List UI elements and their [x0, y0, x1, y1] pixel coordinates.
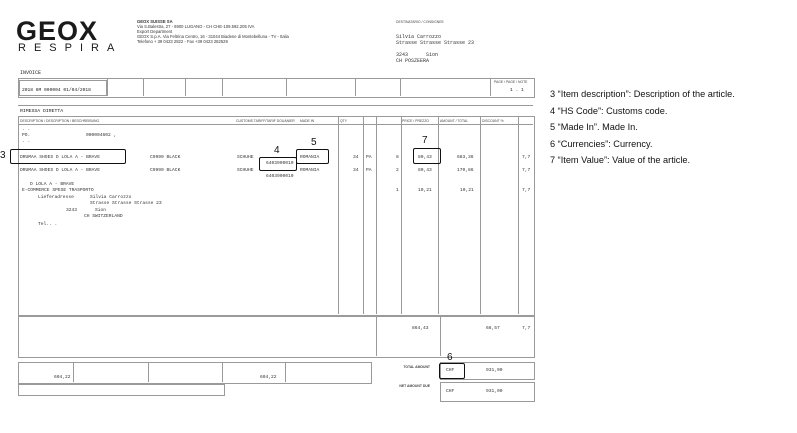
company-department: Export Department: [137, 29, 173, 34]
total-due: 931,00: [486, 389, 503, 394]
legend-item-4: 4 “HS Code”: Customs code.: [550, 106, 668, 116]
col-customs-header: CUSTOMS TARIFF/TARIF DOUANIER: [236, 119, 295, 123]
notes-box: [18, 316, 535, 358]
item-2-size: 34: [353, 168, 359, 173]
doc-number-date: 2018 6M 000004 01/04/2018: [22, 88, 91, 93]
legend-item-5: 5 “Made In”. Made In.: [550, 122, 638, 132]
item-2-description: DRUMAA SHOES D LOLA A - BRAVE: [20, 168, 100, 173]
currency-1: CHF: [446, 368, 455, 373]
item-2-unit: PA: [366, 168, 372, 173]
company-block: [137, 19, 377, 44]
item-1-unit-price: 80,43: [418, 155, 432, 160]
geox-logo: GEOX: [16, 16, 99, 46]
col-description-header: DESCRIPTION / DESCRIPTION / BESCHREIBUNG: [20, 119, 100, 123]
callout-number-7: 7: [422, 135, 428, 146]
delivery-name: Silvia Carrozzo: [90, 195, 132, 200]
company-address2: GEOX S.p.A. Via Feltrina Centro, 16 - 31044 Biadene di Montebelluna - TV - Italia: [137, 34, 289, 39]
callout-box-7: [413, 148, 441, 164]
vat-rate: 7,7: [522, 326, 531, 331]
callout-number-4: 4: [274, 145, 280, 156]
parcels-box: [18, 384, 225, 396]
po-number: 000004602 ,: [86, 133, 117, 138]
net-value: 604,22: [260, 375, 277, 380]
recipient-header: DESTINATARIO / CONSIGNEE: [396, 20, 444, 24]
po-label: PO.: [22, 133, 31, 138]
delivery-zip: 3243: [66, 208, 78, 213]
item-2-made-in: ROMANIA: [300, 168, 320, 173]
item-1-vat: 7,7: [522, 155, 531, 160]
callout-number-5: 5: [311, 137, 317, 148]
recipient-zip: 3243: [396, 52, 409, 58]
extra-line-1: D LOLA A - BRAVE: [30, 182, 75, 187]
callout-box-6: [439, 363, 465, 379]
legend-item-6: 6 “Currencies”: Currency.: [550, 139, 653, 149]
item-1-amount: 683,36: [457, 155, 474, 160]
col-madein-header: MADE IN: [300, 119, 315, 123]
item-1-description: DRUMAA SHOES D LOLA A - BRAVE: [20, 155, 100, 160]
taxable-amount: 864,43: [412, 326, 429, 331]
net-amount-label: NET AMOUNT DUE: [399, 384, 430, 388]
delivery-city: Sion: [95, 208, 107, 213]
item-2-unit-price: 80,43: [418, 168, 432, 173]
currency-2: CHF: [446, 389, 455, 394]
company-address: Via S.Balestra, 27 - 6900 LUGANO - CH CHE-109.592.205 IVA: [137, 24, 255, 29]
page-number: 1 . 1: [510, 88, 524, 93]
recipient-block: [396, 34, 474, 64]
item-2-qty: 2: [396, 168, 399, 173]
delivery-country: CH SWITZERLAND: [84, 214, 123, 219]
recipient-country: CH POSZEERA: [396, 58, 430, 64]
extra-vat: 7,7: [522, 188, 531, 193]
item-1-qty: 8: [396, 155, 399, 160]
item-2-amount: 170,86: [457, 168, 474, 173]
gross-value: 604,22: [54, 375, 71, 380]
item-2-vat: 7,7: [522, 168, 531, 173]
page-label: PAGE / PAGE / NOTE: [494, 80, 528, 84]
legend-item-7: 7 “Item Value”: Value of the article.: [550, 155, 691, 165]
company-phone: Telefono + 39 0423 2822 - Fax +39 0423 282529: [137, 39, 228, 44]
respira-logo-text: RESPIRA: [18, 42, 123, 54]
item-2-color: C9999 BLACK: [150, 168, 181, 173]
recipient-city: Sion: [426, 52, 439, 58]
item-2-hs-code: 6403990010: [266, 174, 294, 179]
item-1-size: 34: [353, 155, 359, 160]
vat-amount: 66,57: [486, 326, 500, 331]
item-1-hs-code: 6403990010: [266, 161, 294, 166]
recipient-name: Silvia Carrozzo: [396, 34, 442, 40]
extra-amount: 10,21: [460, 188, 474, 193]
callout-box-5: [296, 149, 329, 164]
total-amount: 931,00: [486, 368, 503, 373]
delivery-street: Strasse Strasse Strasse 23: [90, 201, 162, 206]
extra-line-2: E-COMMERCE SPESE TRASPORTO: [22, 188, 94, 193]
extra-qty: 1: [396, 188, 399, 193]
recipient-street: Strasse Strasse Strasse 23: [396, 40, 475, 46]
col-discount-header: DISCOUNT %: [482, 119, 504, 123]
total-amount-label: TOTAL AMOUNT: [403, 365, 430, 369]
weights-box: [18, 362, 372, 384]
col-amount-header: AMOUNT / TOTAL: [440, 119, 469, 123]
payment-terms: RIMESSA DIRETTA: [20, 109, 64, 114]
item-1-unit: PA: [366, 155, 372, 160]
item-1-made-in: ROMANIA: [300, 155, 320, 160]
extra-price: 10,21: [418, 188, 432, 193]
legend-item-3: 3 “Item description”: Description of the article.: [550, 89, 735, 99]
callout-box-4: [259, 157, 297, 171]
callout-box-3: [10, 149, 126, 164]
company-name: GEOX SUISSE SA: [137, 19, 173, 24]
col-qty-header: QTY: [340, 119, 347, 123]
doc-type: INVOICE: [20, 70, 42, 76]
col-price-header: PRICE / PREZZO: [402, 119, 429, 123]
item-1-color: C9999 BLACK: [150, 155, 181, 160]
delivery-tel: Tel.. .: [38, 222, 58, 227]
callout-number-3: 3: [0, 150, 6, 161]
delivery-label: Lieferadresse: [38, 195, 74, 200]
callout-number-6: 6: [447, 352, 453, 363]
